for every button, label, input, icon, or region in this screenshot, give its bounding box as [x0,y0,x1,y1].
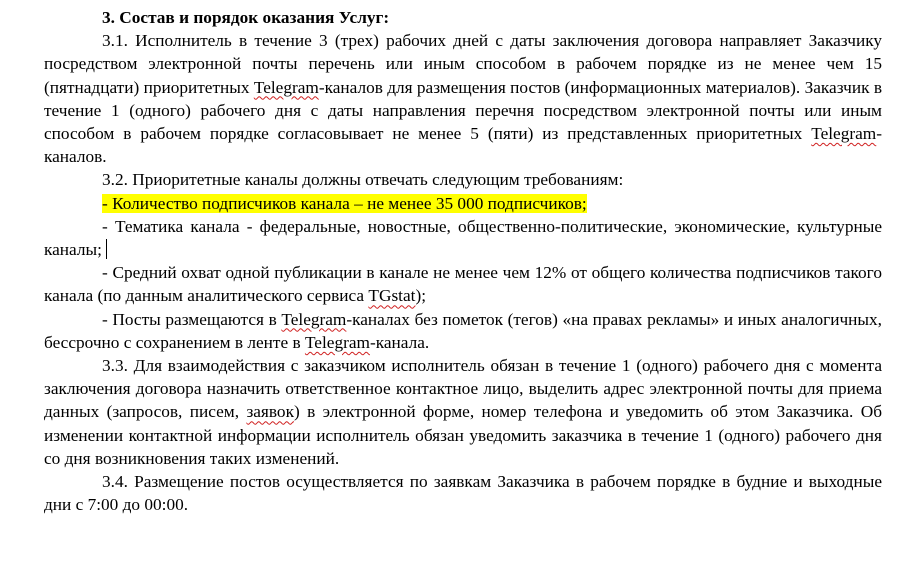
p31-text-a: 3.1. Исполнитель в течение 3 (трех) рабочих дней с даты заключения договора направляет Заказчику посредством электронной почты перечень или иным способом в рабочем порядке из не менее чем 15 (пятнадцати) приоритетных [44,31,882,97]
highlighted-text: - Количество подписчиков канала – не менее 35 000 подписчиков; [102,193,587,213]
p33-text-b: ) в электронной форме, номер телефона и уведомить об этом Заказчика. Об изменении контактной информации исполнитель обязан уведомить заказчика в течение 1 (одного) рабочего дня со дня возникновения таких изменений. [44,402,882,468]
text-cursor [106,239,107,259]
paragraph-3-1 [44,29,882,168]
document-body[interactable] [44,6,882,516]
requirement-topics [44,215,882,261]
requirement-topics-text: - Тематика канала - федеральные, новостные, общественно-политические, экономические, культурные каналы; [44,216,882,260]
spellcheck-word: Telegram [304,332,370,352]
p33-text-a: 3.3. Для взаимодействия с заказчиком исполнитель обязан в течение 1 (одного) рабочего дня с момента заключения договора назначить ответственное контактное лицо, выделить адрес электронной почты для приема данных (запросов, писем, [44,356,882,422]
paragraph-3-2-intro: 3.2. Приоритетные каналы должны отвечать следующим требованиям: [102,170,624,190]
requirement-posts-text-a: - Посты размещаются в [102,309,282,329]
spellcheck-word: заявок [246,402,294,422]
p31-text-b: -каналов для размещения постов (информационных материалов). Заказчик в течение 1 (одного) рабочего дня с даты направления перечня посредством электронной почты или иным способом в рабочем порядке согласовывает не менее 5 (пяти) из представленных приоритетных [44,77,882,144]
requirement-posts-text-c: -канала. [369,332,430,352]
p31-text-c: -каналов. [44,124,882,167]
spellcheck-word: Telegram [253,77,319,97]
paragraph-3-4: 3.4. Размещение постов осуществляется по заявкам Заказчика в рабочем порядке в будние и выходные дни с 7:00 до 00:00. [44,472,882,515]
section-heading: 3. Состав и порядок оказания Услуг: [102,8,390,27]
requirement-reach-text-a: - Средний охват одной публикации в канале не менее чем 12% от общего количества подписчиков такого канала (по данным аналитического сервиса [44,263,882,306]
spellcheck-word: Telegram [811,124,877,144]
spellcheck-word: Telegram [281,309,347,329]
requirement-reach-text-b: ); [415,286,427,306]
requirement-subscribers [44,192,882,215]
requirement-reach [44,261,882,307]
spellcheck-word: TGstat [368,286,416,306]
paragraph-3-3 [44,354,882,470]
requirement-posts-text-b: -каналах без пометок (тегов) «на правах рекламы» и иных аналогичных, бессрочно с сохранением в ленте в [44,309,882,352]
requirement-posts [44,308,882,354]
